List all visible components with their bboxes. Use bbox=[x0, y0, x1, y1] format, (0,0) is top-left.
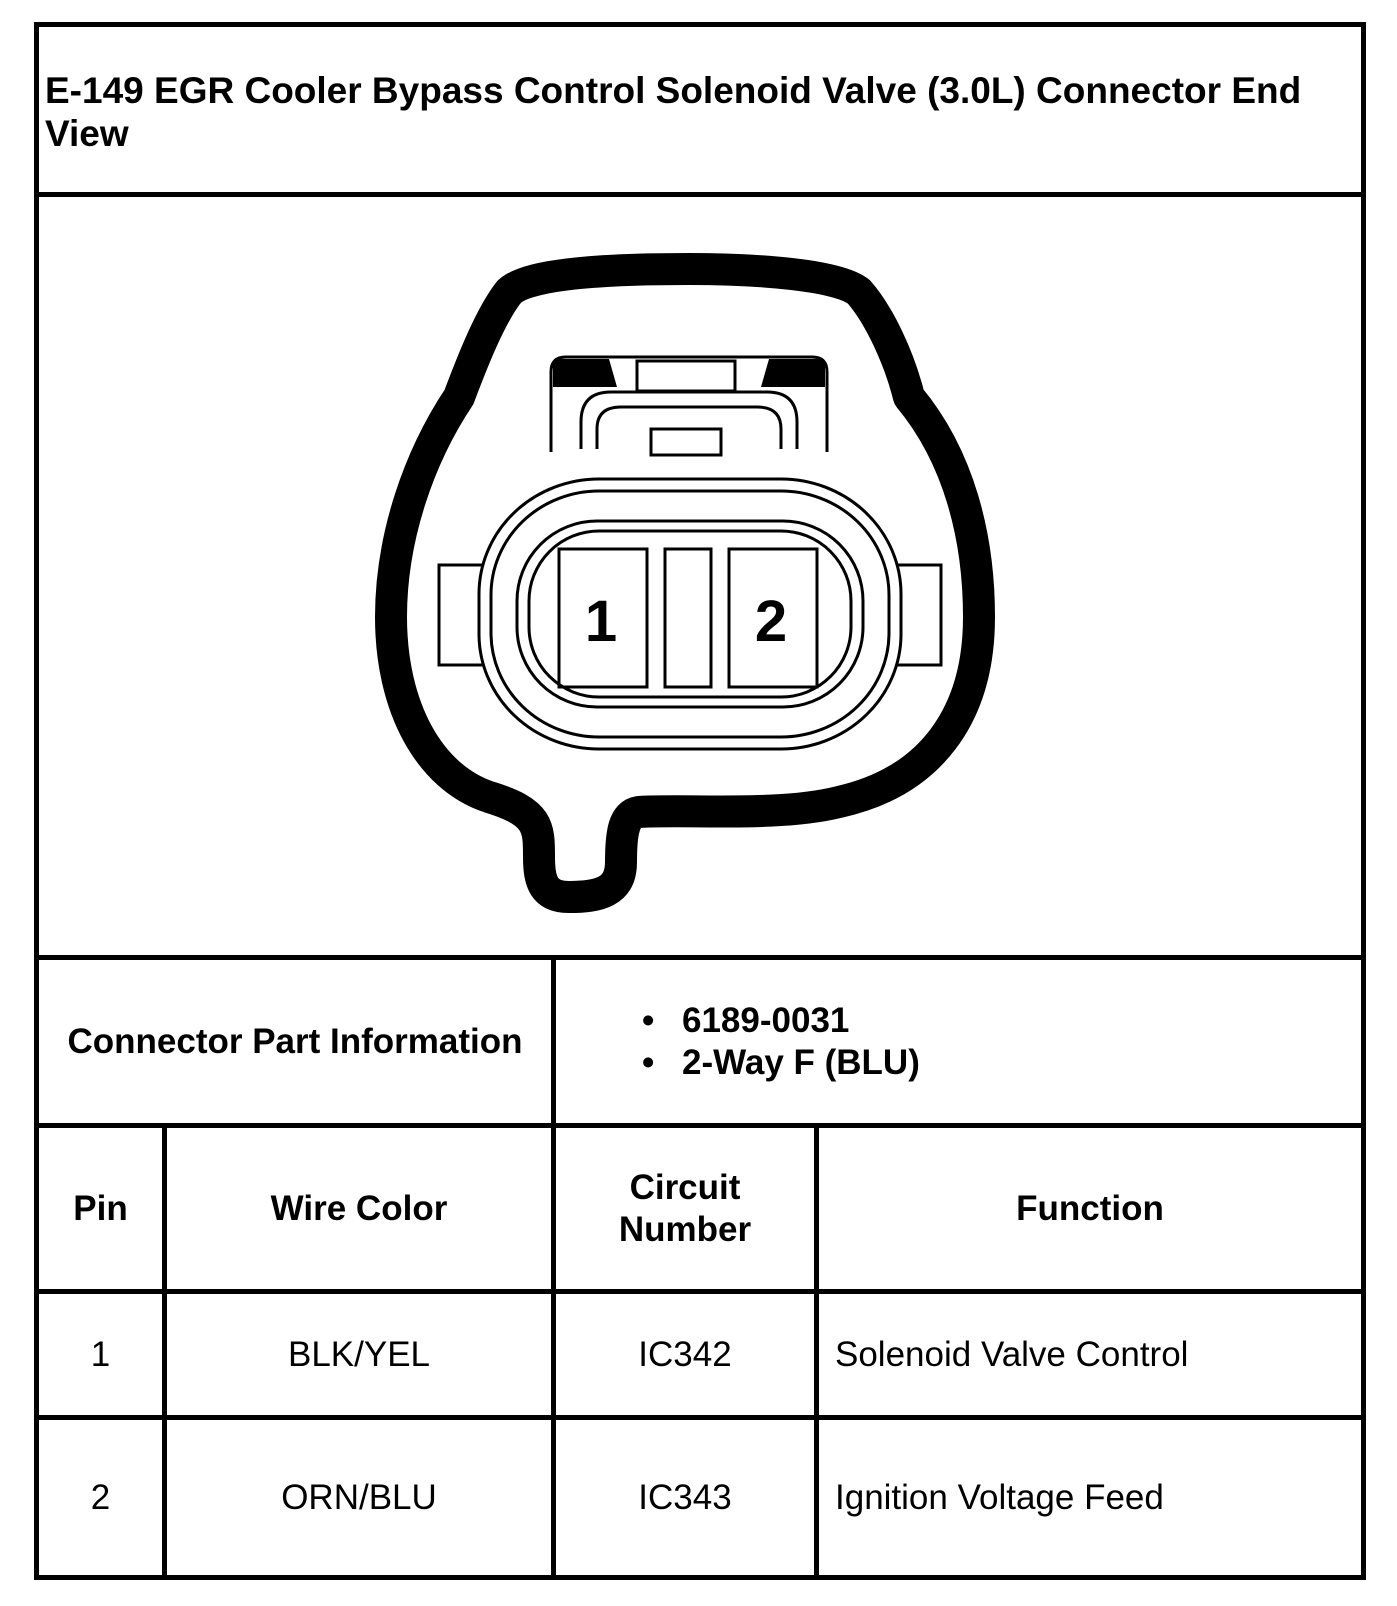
connector-type: • 2-Way F (BLU) bbox=[642, 1042, 920, 1084]
latch-top-block bbox=[637, 361, 735, 391]
row-1-pin: 1 bbox=[90, 1334, 111, 1374]
connector-part-info-label: Connector Part Information bbox=[67, 1021, 523, 1061]
row-2-wire-color: ORN/BLU bbox=[281, 1477, 437, 1517]
row-1-wire-color: BLK/YEL bbox=[287, 1334, 431, 1374]
divider bbox=[551, 1128, 556, 1575]
part-number: • 6189-0031 bbox=[642, 1000, 920, 1042]
connector-sheet bbox=[34, 22, 1366, 1580]
row-2-pin: 2 bbox=[90, 1477, 111, 1517]
page-title: E-149 EGR Cooler Bypass Control Solenoid Valve (3.0L) Connector End View bbox=[45, 70, 1302, 154]
pin-2-label: 2 bbox=[754, 589, 788, 654]
part-info-list bbox=[642, 1000, 920, 1084]
connector-diagram-svg bbox=[39, 197, 1361, 957]
latch-lower-block bbox=[651, 429, 721, 455]
latch-right-tab bbox=[761, 359, 825, 387]
left-side-rib bbox=[439, 565, 483, 665]
connector-end-view-diagram bbox=[39, 197, 1361, 957]
row-1-circuit-number: IC342 bbox=[638, 1334, 732, 1374]
right-side-rib bbox=[897, 565, 941, 665]
divider bbox=[162, 1128, 167, 1575]
row-2-circuit-number: IC343 bbox=[638, 1477, 732, 1517]
pin-1-label: 1 bbox=[584, 589, 618, 654]
latch-arm bbox=[581, 392, 797, 449]
row-2-function: Ignition Voltage Feed bbox=[835, 1477, 1164, 1517]
connector-part-info-values bbox=[556, 960, 1361, 1123]
cut-off-heading bbox=[0, 0, 1397, 4]
col-header-wire-color: Wire Color bbox=[270, 1188, 448, 1228]
divider bbox=[814, 1128, 819, 1575]
row-1-function: Solenoid Valve Control bbox=[835, 1334, 1189, 1374]
col-header-pin: Pin bbox=[73, 1188, 128, 1228]
col-header-circuit-number: Circuit Number bbox=[618, 1167, 752, 1249]
col-header-function: Function bbox=[1016, 1188, 1164, 1228]
latch-left-tab bbox=[553, 359, 617, 387]
